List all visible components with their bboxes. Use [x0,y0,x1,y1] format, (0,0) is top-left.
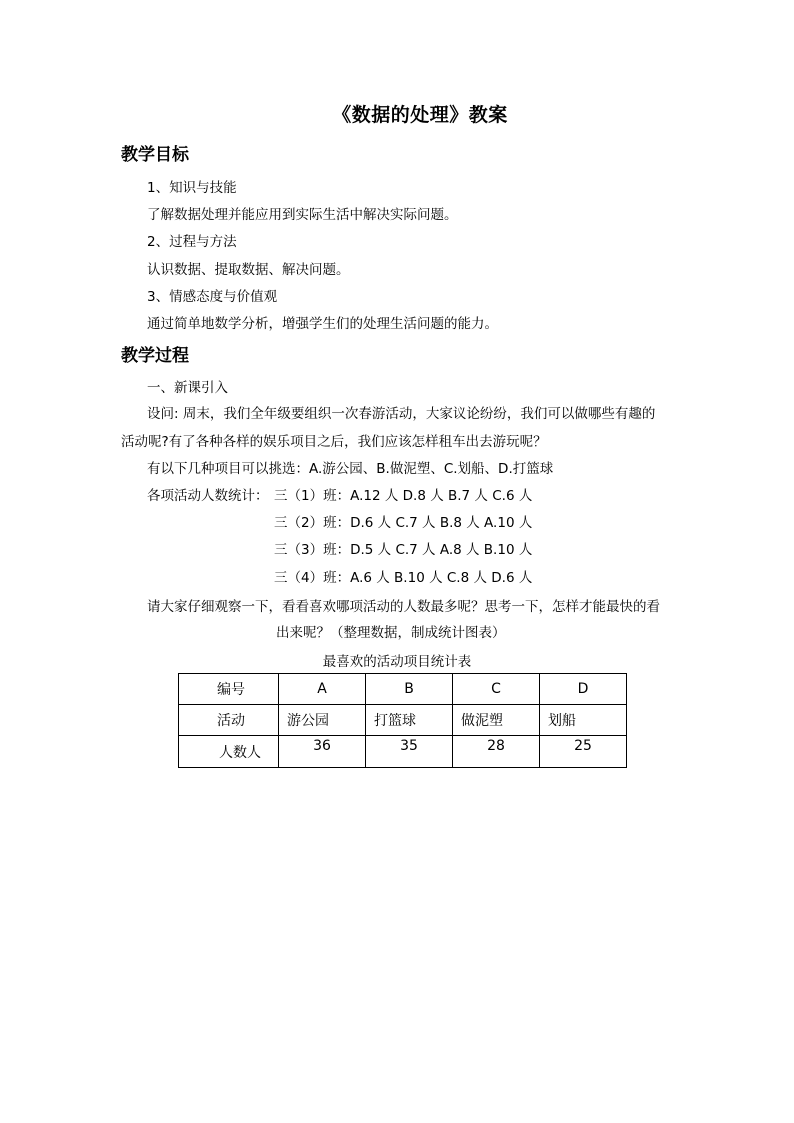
goal-item: 认识数据、提取数据、解决问题。 [147,262,350,278]
tally-label: 各项活动人数统计： [147,488,269,504]
goal-item: 通过简单地数学分析，增强学生们的处理生活问题的能力。 [147,316,498,332]
table-cell: 35 [366,736,453,768]
intro-label: 一、新课引入 [147,380,228,396]
table-cell: 游公园 [279,705,366,736]
table-row [179,705,627,736]
table-cell: D [540,674,627,705]
goal-item: 了解数据处理并能应用到实际生活中解决实际问题。 [147,207,458,223]
page-title: 《数据的处理》教案 [332,104,508,126]
table-cell: 25 [540,736,627,768]
section-heading-process: 教学过程 [121,346,189,366]
table-cell: 36 [279,736,366,768]
tally-line: 三（2）班：D.6 人 C.7 人 B.8 人 A.10 人 [274,515,533,531]
table-cell: C [453,674,540,705]
table-cell: 做泥塑 [453,705,540,736]
table-cell: 划船 [540,705,627,736]
table-cell: 编号 [179,674,279,705]
table-caption: 最喜欢的活动项目统计表 [322,654,472,670]
tally-line: 三（1）班：A.12 人 D.8 人 B.7 人 C.6 人 [274,488,533,504]
table-cell: 28 [453,736,540,768]
table-cell: B [366,674,453,705]
table-header-row [179,674,627,705]
question-paragraph-line: 活动呢?有了各种各样的娱乐项目之后，我们应该怎样租车出去游玩呢？ [121,434,547,450]
goal-item: 2、过程与方法 [147,234,237,250]
activity-stats-table [178,673,627,768]
tally-line: 三（3）班：D.5 人 C.7 人 A.8 人 B.10 人 [274,542,533,558]
table-cell: A [279,674,366,705]
question-line: 请大家仔细观察一下，看看喜欢哪项活动的人数最多呢？思考一下，怎样才能最快的看 [147,599,660,615]
tally-line: 三（4）班：A.6 人 B.10 人 C.8 人 D.6 人 [274,570,533,586]
table-cell: 打篮球 [366,705,453,736]
options-line: 有以下几种项目可以挑选：A.游公园、B.做泥塑、C.划船、D.打篮球 [147,461,554,477]
table-cell: 人数人 [179,736,279,768]
table-cell: 活动 [179,705,279,736]
goal-item: 3、情感态度与价值观 [147,289,278,305]
question-line: 出来呢？（整理数据，制成统计图表） [276,625,506,641]
table-row [179,736,627,768]
goal-item: 1、知识与技能 [147,180,237,196]
section-heading-goals: 教学目标 [121,145,189,165]
question-paragraph-line: 设问: 周末，我们全年级要组织一次春游活动，大家议论纷纷，我们可以做哪些有趣的 [147,406,656,422]
